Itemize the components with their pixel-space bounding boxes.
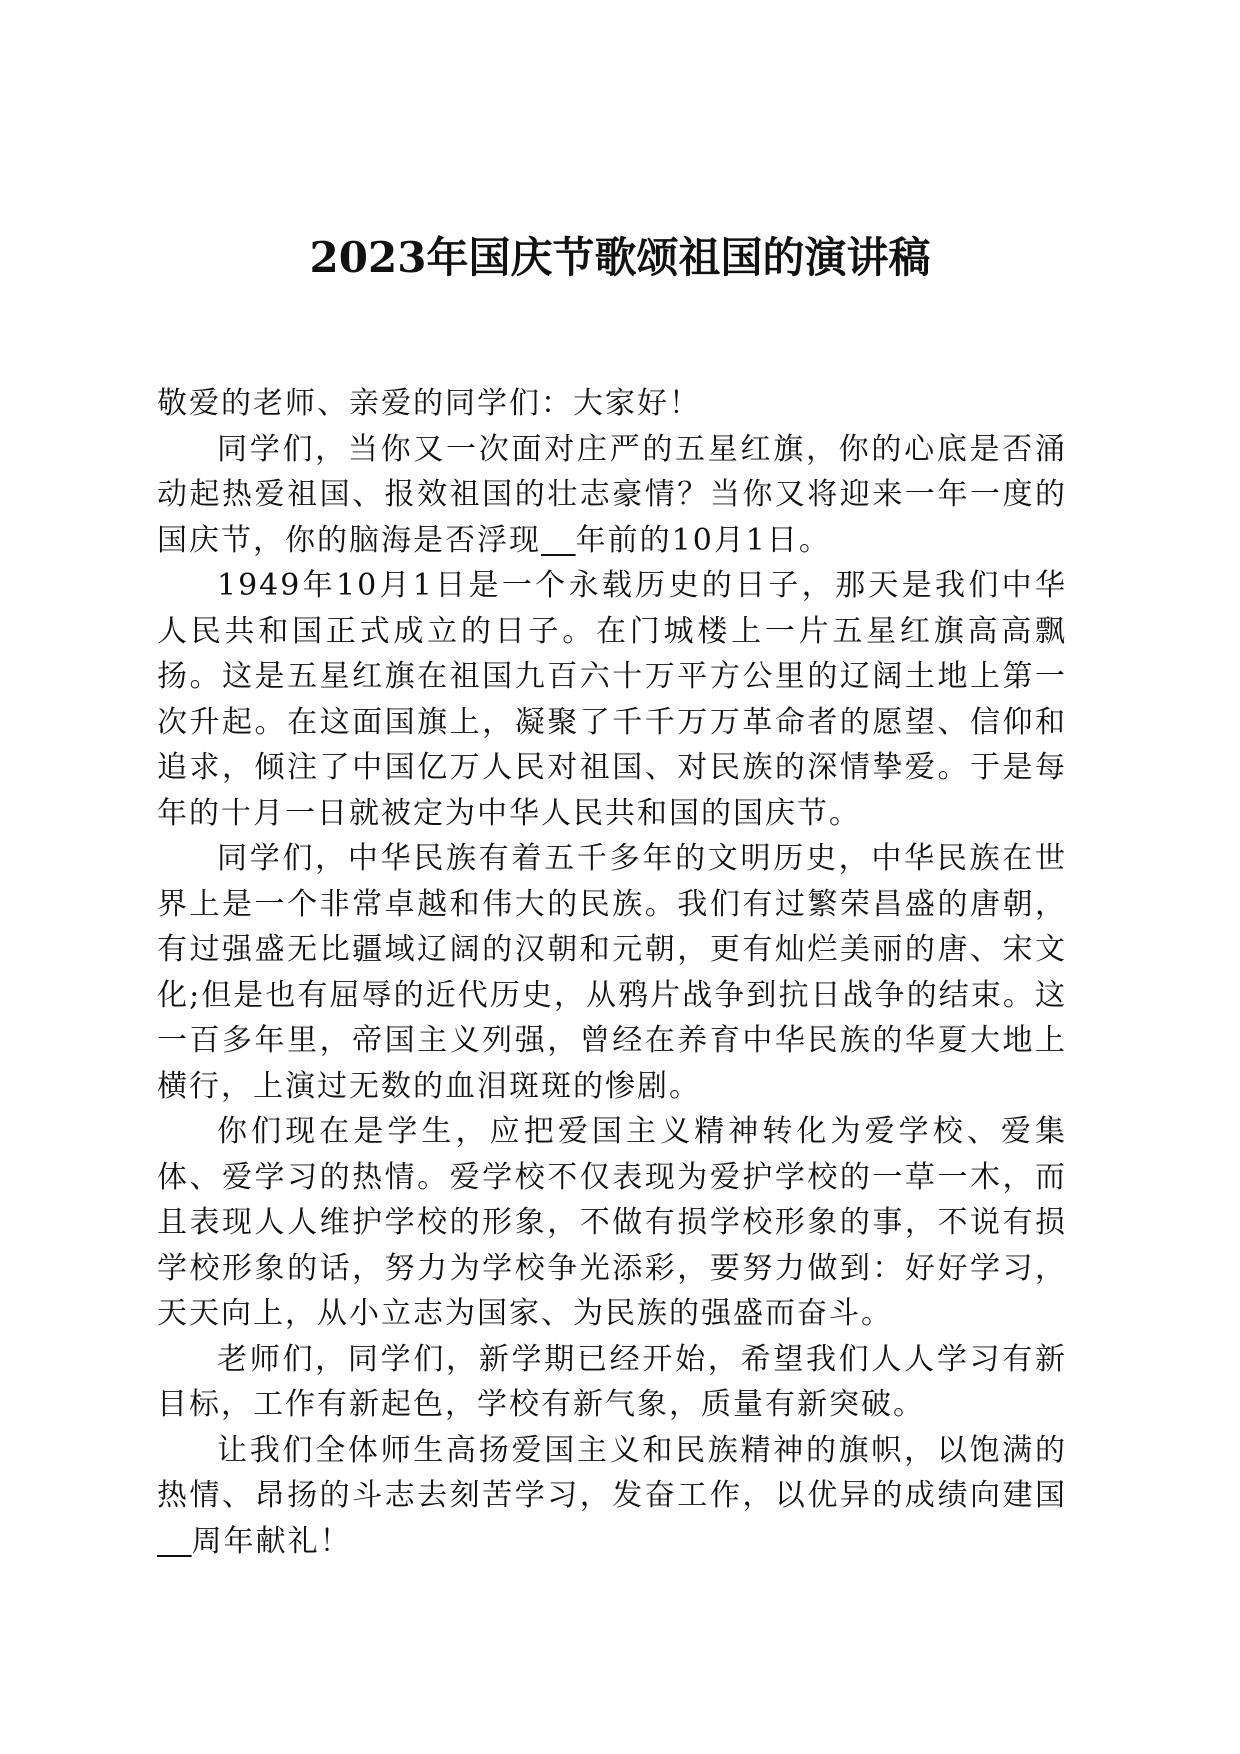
salutation: 敬爱的老师、亲爱的同学们：大家好！ — [157, 386, 701, 421]
paragraph-6-text-a: 让我们全体师生高扬爱国主义和民族精神的旗帜，以饱满的热情、昂扬的斗志去刻苦学习，发奋工作，以优异的成绩向建国 — [157, 1432, 1067, 1513]
paragraph-1-text-b: 年前的10月1日。 — [575, 522, 831, 558]
paragraph-4: 你们现在是学生，应把爱国主义精神转化为爱学校、爱集体、爱学习的热情。爱学校不仅表现为爱护学校的一草一木，而且表现人人维护学校的形象，不做有损学校形象的事，不说有损学校形象的话，努力为学校争光添彩，要努力做到：好好学习，天天向上，从小立志为国家、为民族的强盛而奋斗。 — [157, 1114, 1067, 1331]
paragraph-2: 1949年10月1日是一个永载历史的日子，那天是我们中华人民共和国正式成立的日子。在门城楼上一片五星红旗高高飘扬。这是五星红旗在祖国九百六十万平方公里的辽阔土地上第一次升起。在这面国旗上，凝聚了千千万万革命者的愿望、信仰和追求，倾注了中国亿万人民对祖国、对民族的深情挚爱。于是每年的十月一日就被定为中华人民共和国的国庆节。 — [157, 568, 1067, 831]
fill-in-blank-anniversary — [157, 1524, 192, 1559]
document-title: 2023年国庆节歌颂祖国的演讲稿 — [309, 233, 931, 282]
paragraph-5: 老师们，同学们，新学期已经开始，希望我们人人学习有新目标，工作有新起色，学校有新气象，质量有新突破。 — [157, 1341, 1067, 1422]
paragraph-6 — [157, 1428, 1067, 1565]
paragraph-6-text-b: 周年献礼！ — [191, 1523, 352, 1559]
fill-in-blank-years — [541, 523, 576, 558]
paragraph-1 — [157, 427, 1067, 564]
paragraph-1-text-a: 同学们，当你又一次面对庄严的五星红旗，你的心底是否涌动起热爱祖国、报效祖国的壮志豪情？当你又将迎来一年一度的国庆节，你的脑海是否浮现 — [157, 431, 1067, 558]
document-body — [157, 381, 1067, 1564]
paragraph-3: 同学们，中华民族有着五千多年的文明历史，中华民族在世界上是一个非常卓越和伟大的民族。我们有过繁荣昌盛的唐朝，有过强盛无比疆域辽阔的汉朝和元朝，更有灿烂美丽的唐、宋文化;但是也有屈辱的近代历史，从鸦片战争到抗日战争的结束。这一百多年里，帝国主义列强，曾经在养育中华民族的华夏大地上横行，上演过无数的血泪斑斑的惨剧。 — [157, 841, 1067, 1104]
